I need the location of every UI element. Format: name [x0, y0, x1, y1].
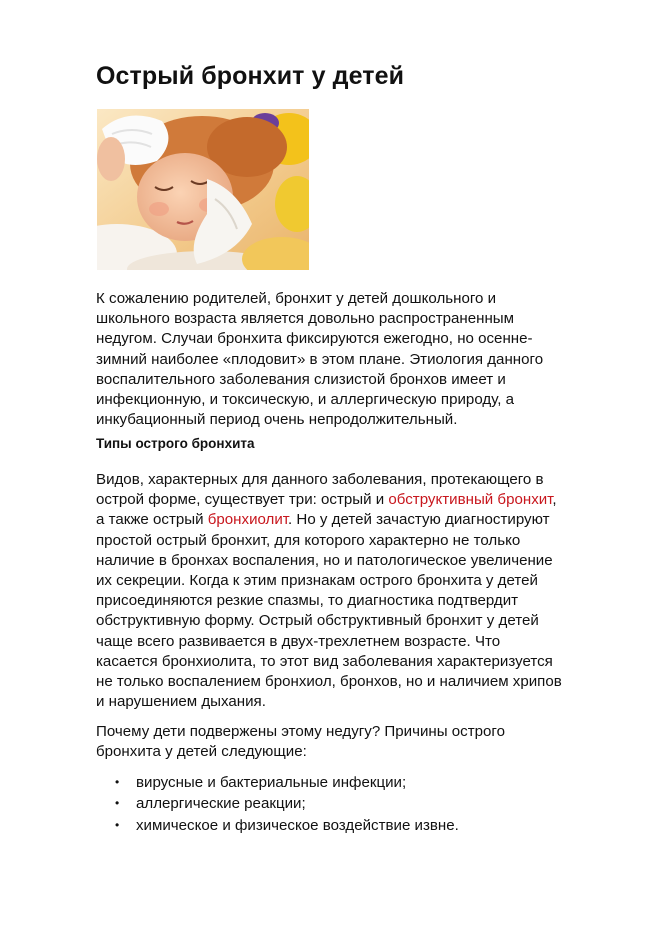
types-line: не только воспалением бронхиол, бронхов, но и наличием хрипов [96, 673, 562, 691]
types-paragraph [96, 470, 626, 712]
intro-line: воспалительного заболевания слизистой бронхов имеет и [96, 370, 506, 388]
intro-line: инкубационный период очень непродолжительный. [96, 411, 458, 429]
page-title: Острый бронхит у детей [96, 62, 405, 90]
types-line: наличие в бронхах воспаления, но и патологическое увеличение [96, 551, 553, 569]
types-line: чаще всего развивается в двух-трехлетнем возрасте. Что [96, 632, 501, 650]
photo-illustration [97, 109, 309, 270]
bullet-icon: • [115, 817, 120, 832]
bullet-icon: • [115, 796, 120, 811]
list-item-text: аллергические реакции; [136, 795, 306, 813]
types-line: . Но у детей зачастую диагностируют [288, 511, 550, 529]
list-item-text: вирусные и бактериальные инфекции; [136, 774, 407, 791]
causes-paragraph [96, 722, 626, 762]
types-line: касается бронхиолита, то этот вид заболевания характеризуется [96, 652, 553, 670]
sick-child-photo [97, 109, 309, 270]
list-item [96, 815, 459, 836]
types-line: а также острый [96, 511, 208, 529]
intro-line: инфекционную, и токсическую, и аллергическую природу, а [96, 391, 515, 409]
list-item [96, 772, 459, 793]
bronchiolitis-link[interactable]: бронхиолит [207, 511, 289, 529]
types-line: присоединяются резкие спазмы, то диагностика подтвердит [96, 592, 519, 610]
intro-line: К сожалению родителей, бронхит у детей дошкольного и [96, 290, 497, 307]
types-line: обструктивную форму. Острый обструктивный бронхит у детей [96, 612, 539, 630]
list-item [96, 793, 459, 814]
bullet-icon: • [115, 775, 120, 789]
types-line: простой острый бронхит, для которого характерно не только [96, 531, 521, 549]
types-line: Видов, характерных для данного заболевания, протекающего в [96, 471, 544, 488]
types-line: и нарушением дыхания. [96, 693, 266, 711]
intro-paragraph [96, 289, 626, 430]
types-line: острой форме, существует три: острый и [96, 491, 389, 509]
list-item-text: химическое и физическое воздействие извне. [136, 816, 459, 834]
intro-line: зимний наиболее «плодовит» в этом плане. Этиология данного [96, 350, 544, 368]
types-line: их секреции. Когда к этим признакам острого бронхита у детей [96, 572, 538, 590]
intro-line: недугом. Случаи бронхита фиксируются ежегодно, но осенне- [96, 330, 533, 348]
obstructive-bronchitis-link[interactable]: обструктивный бронхит [388, 491, 553, 509]
types-line: , [552, 491, 557, 509]
intro-line: школьного возраста является довольно распространенным [96, 310, 515, 328]
causes-list [96, 772, 459, 836]
causes-line: Почему дети подвержены этому недугу? Причины острого [96, 723, 505, 740]
section-heading: Типы острого бронхита [96, 436, 255, 451]
causes-line: бронхита у детей следующие: [96, 743, 307, 761]
